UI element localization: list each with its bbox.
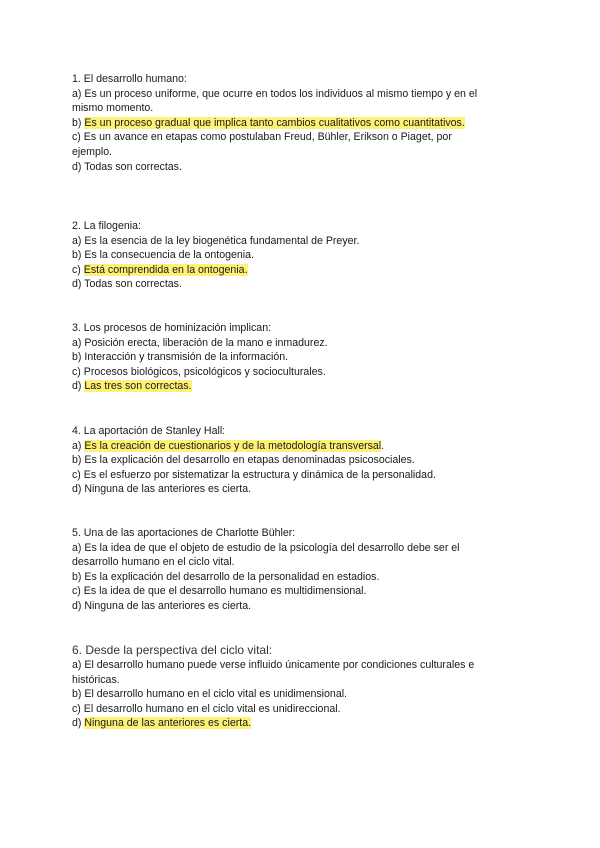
option-text: Es la idea de que el objeto de estudio de la psicología del desarrollo debe ser el desarrollo humano en el ciclo vital. <box>72 541 460 569</box>
option-prefix: b) <box>72 116 85 129</box>
option-prefix: a) <box>72 87 85 100</box>
question-title: 3. Los procesos de hominización implican: <box>72 322 272 334</box>
option-text-highlighted: Es un proceso gradual que implica tanto cambios cualitativos como cuantitativos. <box>84 116 465 129</box>
option-text: Es un proceso uniforme, que ocurre en todos los individuos al mismo tiempo y en el mismo momento. <box>72 87 478 115</box>
option-prefix: b) <box>72 249 85 262</box>
option-text-highlighted: Las tres son correctas. <box>84 380 192 393</box>
option-text: Procesos biológicos, psicológicos y socioculturales. <box>83 365 326 378</box>
option-text: Es la explicación del desarrollo en etapas denominadas psicosociales. <box>84 454 415 467</box>
option-a <box>72 658 492 687</box>
option-text: El desarrollo humano en el ciclo vital es unidimensional. <box>84 688 348 701</box>
option-prefix: d) <box>72 160 85 173</box>
question-6 <box>72 643 492 731</box>
option-text: El desarrollo humano en el ciclo vital es unidireccional. <box>83 702 341 715</box>
option-c <box>72 130 492 159</box>
option-c <box>72 468 492 483</box>
option-prefix: c) <box>72 468 84 481</box>
option-prefix: d) <box>72 380 85 393</box>
option-a <box>72 541 492 570</box>
option-prefix: c) <box>72 585 84 598</box>
option-text-highlighted: Ninguna de las anteriores es cierta. <box>84 717 252 730</box>
option-text: Interacción y transmisión de la información. <box>84 351 289 364</box>
option-prefix: d) <box>72 717 85 730</box>
option-prefix: d) <box>72 483 85 496</box>
question-3 <box>72 321 492 394</box>
option-prefix: c) <box>72 702 84 715</box>
option-a <box>72 234 492 249</box>
option-text-highlighted: Es la creación de cuestionarios y de la metodología transversal <box>84 439 382 452</box>
option-text: Es la esencia de la ley biogenética fundamental de Preyer. <box>84 234 360 247</box>
option-c <box>72 584 492 599</box>
option-b <box>72 687 492 702</box>
option-b <box>72 453 492 468</box>
option-prefix: b) <box>72 454 85 467</box>
option-prefix: c) <box>72 131 84 144</box>
question-1 <box>72 72 492 174</box>
option-text: El desarrollo humano puede verse influido únicamente por condiciones culturales e históricas. <box>72 659 475 686</box>
option-a <box>72 87 492 116</box>
option-d <box>72 160 492 175</box>
option-suffix: . <box>381 439 385 452</box>
option-a <box>72 336 492 351</box>
option-d <box>72 599 492 614</box>
option-text: Es la consecuencia de la ontogenia. <box>84 249 254 262</box>
option-c <box>72 365 492 380</box>
option-prefix: a) <box>72 659 85 671</box>
option-prefix: d) <box>72 599 85 612</box>
option-prefix: a) <box>72 541 85 554</box>
option-prefix: a) <box>72 234 85 247</box>
option-prefix: b) <box>72 351 85 364</box>
question-title: 5. Una de las aportaciones de Charlotte Bühler: <box>72 527 296 539</box>
option-text: Todas son correctas. <box>84 160 182 173</box>
option-b <box>72 116 492 131</box>
option-b <box>72 248 492 263</box>
option-d <box>72 716 492 731</box>
option-text: Ninguna de las anteriores es cierta. <box>84 599 252 612</box>
question-5 <box>72 526 492 614</box>
option-text: Es la explicación del desarrollo de la personalidad en estadios. <box>84 570 380 583</box>
option-b <box>72 570 492 585</box>
option-text: Es la idea de que el desarrollo humano es multidimensional. <box>83 585 367 598</box>
option-c <box>72 263 492 278</box>
option-b <box>72 350 492 365</box>
option-c <box>72 702 492 717</box>
option-text: Es un avance en etapas como postulaban Freud, Bühler, Erikson o Piaget, por ejemplo. <box>72 131 452 158</box>
option-prefix: c) <box>72 263 84 276</box>
question-title: 1. El desarrollo humano: <box>72 73 187 85</box>
option-text: Posición erecta, liberación de la mano e inmadurez. <box>84 336 328 349</box>
option-prefix: b) <box>72 570 85 583</box>
option-d <box>72 482 492 497</box>
option-prefix: a) <box>72 336 85 349</box>
option-text-highlighted: Está comprendida en la ontogenia. <box>83 263 248 276</box>
option-prefix: d) <box>72 278 85 291</box>
question-title: 6. Desde la perspectiva del ciclo vital: <box>72 643 273 657</box>
option-text: Ninguna de las anteriores es cierta. <box>84 483 252 496</box>
option-a <box>72 439 492 454</box>
question-title: 4. La aportación de Stanley Hall: <box>72 425 226 437</box>
option-prefix: a) <box>72 439 85 452</box>
option-d <box>72 277 492 292</box>
option-prefix: b) <box>72 688 85 701</box>
option-text: Es el esfuerzo por sistematizar la estructura y dinámica de la personalidad. <box>83 468 436 481</box>
option-d <box>72 379 492 394</box>
question-2 <box>72 219 492 292</box>
option-text: Todas son correctas. <box>84 278 182 291</box>
question-title: 2. La filogenia: <box>72 220 141 232</box>
question-4 <box>72 424 492 497</box>
option-prefix: c) <box>72 365 84 378</box>
